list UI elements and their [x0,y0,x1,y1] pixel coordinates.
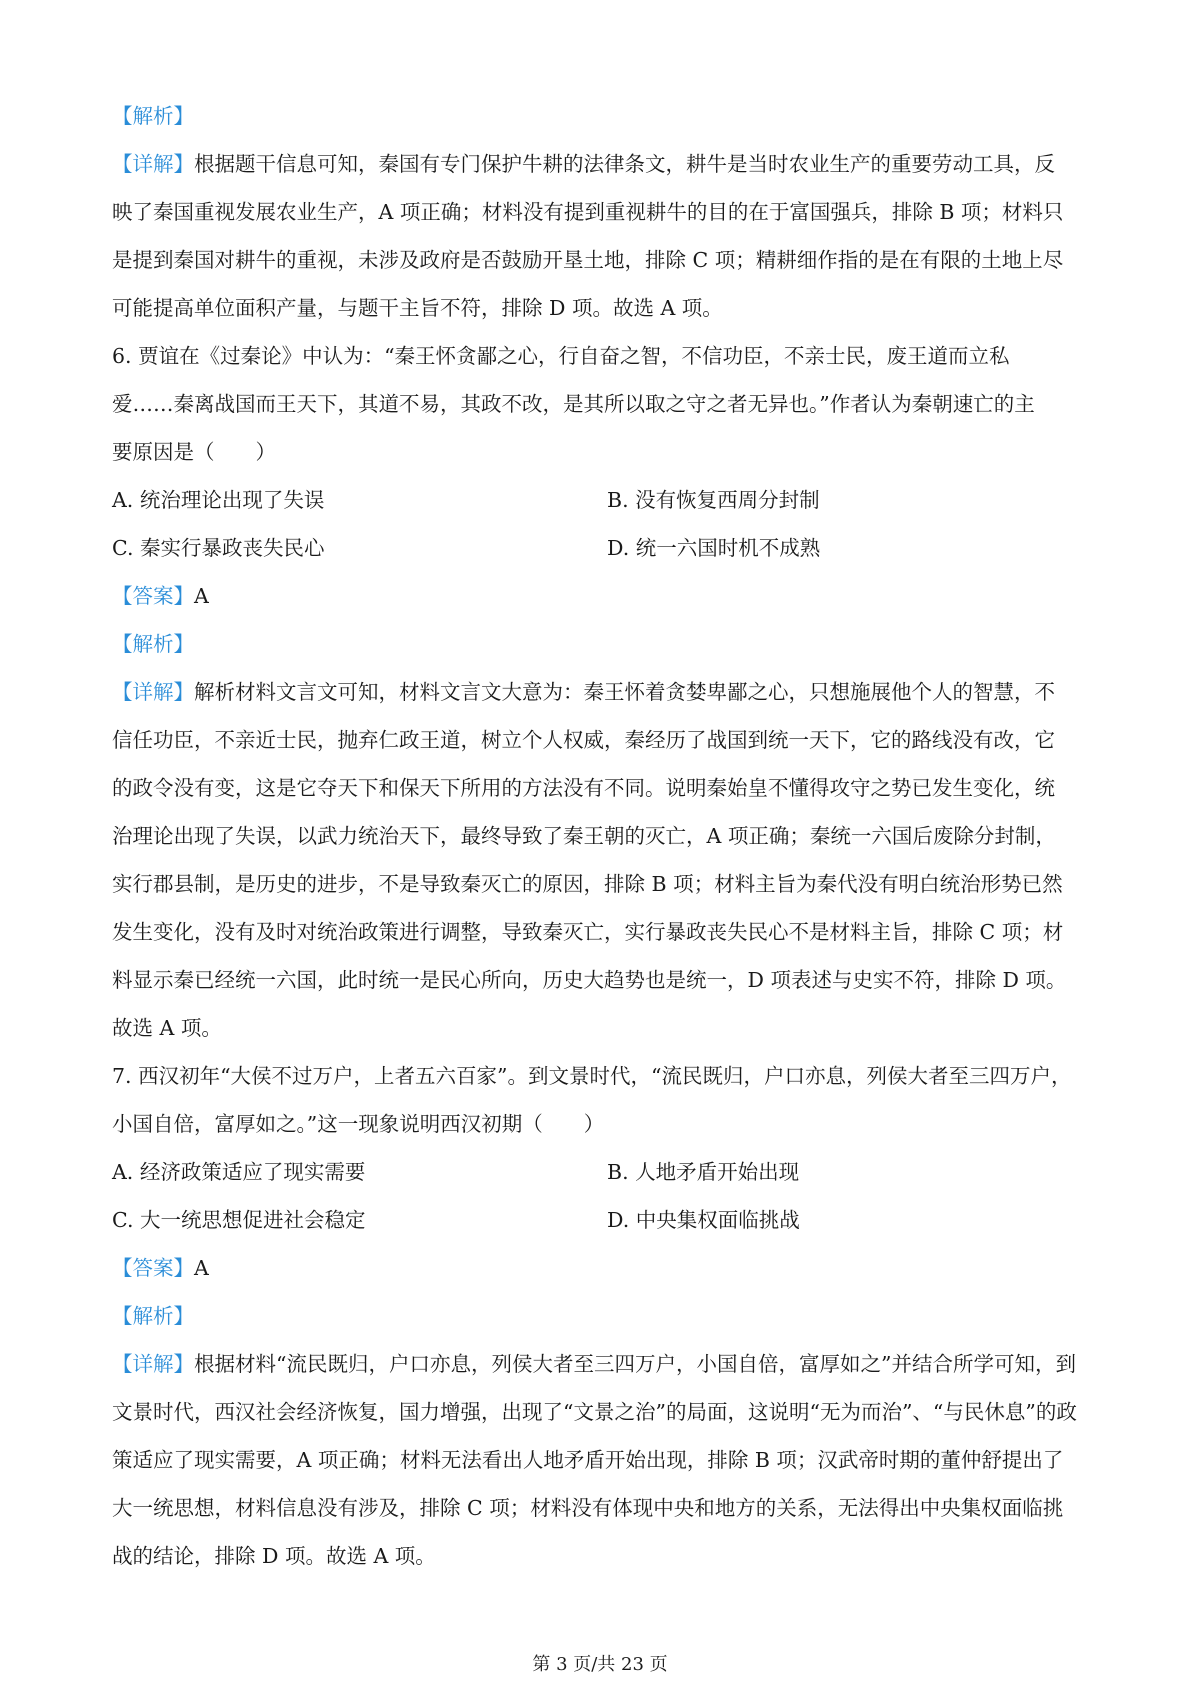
q7-answer [112,1244,1102,1292]
q5-detail-line-3: 是提到秦国对耕牛的重视，未涉及政府是否鼓励开垦土地，排除 C 项；精耕细作指的是在有限的土地上尽 [112,248,1064,272]
q5-analysis-heading [112,92,1102,140]
q5-analysis-tag: 【解析】 [112,104,194,128]
q7-analysis-heading [112,1292,1102,1340]
q6-option-c: C. 秦实行暴政丧失民心 [112,536,325,560]
q7-answer-value: A [194,1256,209,1280]
q7-detail-line-5: 战的结论，排除 D 项。故选 A 项。 [112,1544,436,1568]
q7-detail-tag: 【详解】 [112,1352,194,1376]
q6-detail-text-1: 解析材料文言文可知，材料文言文大意为：秦王怀着贪婪卑鄙之心，只想施展他个人的智慧，不 [194,680,1055,704]
q5-detail-line-1 [112,140,1102,188]
q6-detail-line-8: 故选 A 项。 [112,1016,222,1040]
q7-detail-line-1 [112,1340,1102,1388]
q7-answer-tag: 【答案】 [112,1256,194,1280]
q6-stem-line-2: 爱……秦离战国而王天下，其道不易，其政不改，是其所以取之守之者无异也。”作者认为秦朝速亡的主 [112,392,1035,416]
q5-detail-text-1: 根据题干信息可知，秦国有专门保护牛耕的法律条文，耕牛是当时农业生产的重要劳动工具，反 [194,152,1055,176]
q6-detail-line-2: 信任功臣，不亲近士民，抛弃仁政王道，树立个人权威，秦经历了战国到统一天下，它的路线没有改，它 [112,728,1055,752]
q5-detail-line-2: 映了秦国重视发展农业生产，A 项正确；材料没有提到重视耕牛的目的在于富国强兵，排除 B 项；材料只 [112,200,1064,224]
q6-detail-line-6: 发生变化，没有及时对统治政策进行调整，导致秦灭亡，实行暴政丧失民心不是材料主旨，排除 C 项；材 [112,920,1064,944]
q7-stem-line-2: 小国自倍，富厚如之。”这一现象说明西汉初期（ ） [112,1112,605,1136]
page-number-footer: 第 3 页/共 23 页 [532,1654,668,1675]
q6-detail-line-5: 实行郡县制，是历史的进步，不是导致秦灭亡的原因，排除 B 项；材料主旨为秦代没有明白统治形势已然 [112,872,1063,896]
q7-analysis-tag: 【解析】 [112,1304,194,1328]
q7-stem-line-1: 7. 西汉初年“大侯不过万户，上者五六百家”。到文景时代，“流民既归，户口亦息，列侯大者至三四万户， [112,1064,1072,1088]
q6-options-row-2 [112,524,1102,572]
q7-options-row-1 [112,1148,1102,1196]
q7-detail-line-4: 大一统思想，材料信息没有涉及，排除 C 项；材料没有体现中央和地方的关系，无法得出中央集权面临挑 [112,1496,1064,1520]
q7-detail-line-3: 策适应了现实需要，A 项正确；材料无法看出人地矛盾开始出现，排除 B 项；汉武帝时期的董仲舒提出了 [112,1448,1064,1472]
q6-stem-line-3: 要原因是（ ） [112,440,276,464]
q6-analysis-heading [112,620,1102,668]
q7-option-a: A. 经济政策适应了现实需要 [112,1160,366,1184]
q5-detail-line-4: 可能提高单位面积产量，与题干主旨不符，排除 D 项。故选 A 项。 [112,296,723,320]
q6-stem-line-1: 6. 贾谊在《过秦论》中认为：“秦王怀贪鄙之心，行自奋之智，不信功臣，不亲士民，废王道而立私 [112,344,1010,368]
q6-option-a: A. 统治理论出现了失误 [112,488,325,512]
q6-options-row-1 [112,476,1102,524]
q7-options-row-2 [112,1196,1102,1244]
q6-analysis-tag: 【解析】 [112,632,194,656]
q6-detail-tag: 【详解】 [112,680,194,704]
page-content [112,92,1102,1580]
q7-option-d: D. 中央集权面临挑战 [607,1208,800,1232]
q6-detail-line-7: 料显示秦已经统一六国，此时统一是民心所向，历史大趋势也是统一，D 项表述与史实不符，排除 D 项。 [112,968,1067,992]
q6-option-b: B. 没有恢复西周分封制 [607,488,820,512]
q7-detail-line-2: 文景时代，西汉社会经济恢复，国力增强，出现了“文景之治”的局面，这说明“无为而治”、“与民休息”的政 [112,1400,1077,1424]
q5-detail-tag: 【详解】 [112,152,194,176]
q7-option-c: C. 大一统思想促进社会稳定 [112,1208,366,1232]
q6-detail-line-3: 的政令没有变，这是它夺天下和保天下所用的方法没有不同。说明秦始皇不懂得攻守之势已发生变化，统 [112,776,1055,800]
q6-answer-tag: 【答案】 [112,584,194,608]
q6-detail-line-1 [112,668,1102,716]
q6-option-d: D. 统一六国时机不成熟 [607,536,821,560]
q7-detail-text-1: 根据材料“流民既归，户口亦息，列侯大者至三四万户，小国自倍，富厚如之”并结合所学可知，到 [194,1352,1076,1376]
q6-answer-value: A [194,584,209,608]
q6-answer [112,572,1102,620]
q6-detail-line-4: 治理论出现了失误，以武力统治天下，最终导致了秦王朝的灭亡，A 项正确；秦统一六国后废除分封制， [112,824,1056,848]
q7-option-b: B. 人地矛盾开始出现 [607,1160,800,1184]
